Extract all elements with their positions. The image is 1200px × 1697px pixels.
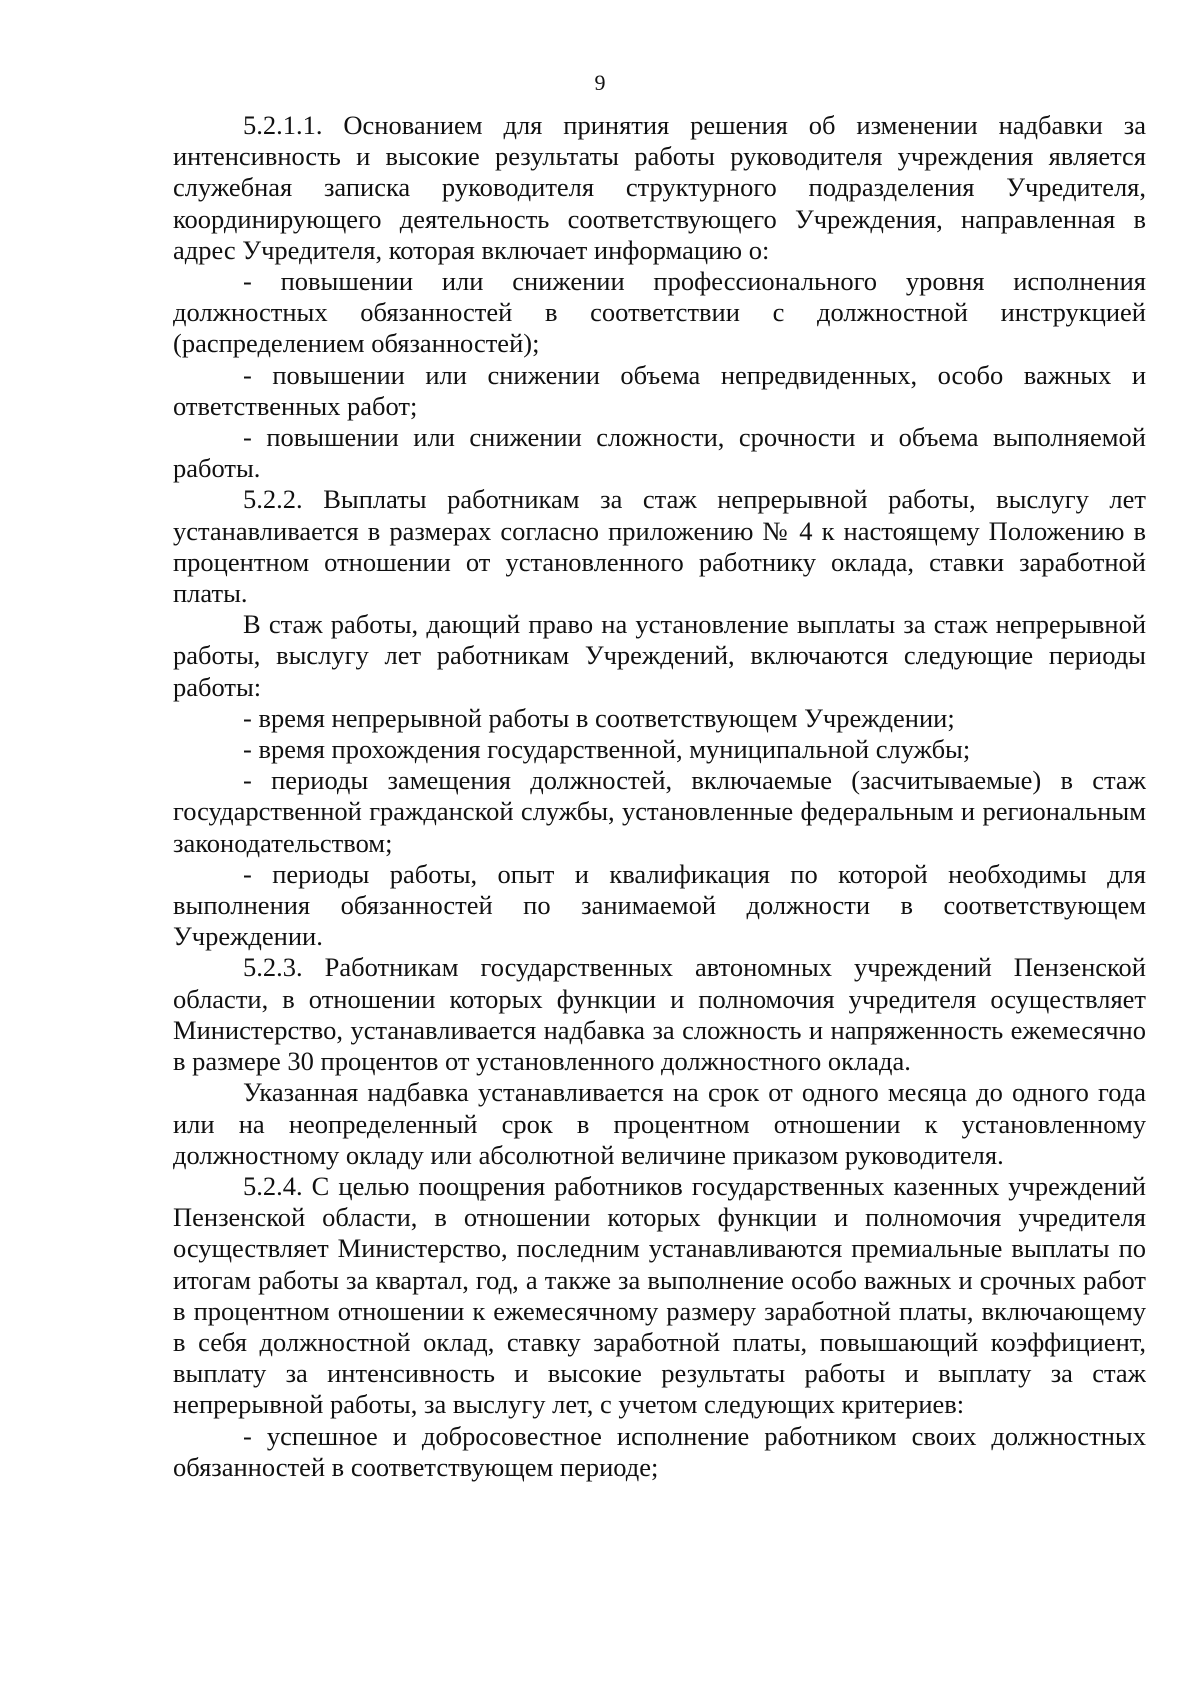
paragraph-5-2-1-1: 5.2.1.1. Основанием для принятия решения об изменении надбавки за интенсивность и высокие результаты работы руководителя учреждения является служебная записка руководителя структурного подразделения Учредителя, координирующего деятельность соответствующего Учреждения, направленная в адрес Учредителя, которая включает информацию о: <box>173 110 1146 265</box>
paragraph-5-2-2: 5.2.2. Выплаты работникам за стаж непрерывной работы, выслугу лет устанавливается в размерах согласно приложению № 4 к настоящему Положению в процентном отношении от установленного работнику оклада, ставки заработной платы. <box>173 484 1146 609</box>
list-item-complexity: - повышении или снижении сложности, срочности и объема выполняемой работы. <box>173 422 1146 484</box>
paragraph-5-2-3: 5.2.3. Работникам государственных автономных учреждений Пензенской области, в отношении которых функции и полномочия учредителя осуществляет Министерство, устанавливается надбавка за сложность и напряженность ежемесячно в размере 30 процентов от установленного должностного оклада. <box>173 952 1146 1077</box>
list-item-performance: - успешное и добросовестное исполнение работником своих должностных обязанностей в соответствующем периоде; <box>173 1420 1146 1482</box>
paragraph-service-periods: В стаж работы, дающий право на установление выплаты за стаж непрерывной работы, выслугу лет работникам Учреждений, включаются следующие периоды работы: <box>173 609 1146 702</box>
list-item-positions: - периоды замещения должностей, включаемые (засчитываемые) в стаж государственной гражданской службы, установленные федеральным и региональным законодательством; <box>173 765 1146 858</box>
list-item-work-experience: - периоды работы, опыт и квалификация по которой необходимы для выполнения обязанностей по занимаемой должности в соответствующем Учреждении. <box>173 858 1146 952</box>
page-number: 9 <box>594 70 606 95</box>
paragraph-5-2-4: 5.2.4. С целью поощрения работников государственных казенных учреждений Пензенской области, в отношении которых функции и полномочия учредителя осуществляет Министерство, последним устанавливаются премиальные выплаты по итогам работы за квартал, год, а также за выполнение особо важных и срочных работ в процентном отношении к ежемесячному размеру заработной платы, включающему в себя должностной оклад, ставку заработной платы, повышающий коэффициент, выплату за интенсивность и высокие результаты работы и выплату за стаж непрерывной работы, за выслугу лет, с учетом следующих критериев: <box>173 1170 1146 1420</box>
list-item-civil-service: - время прохождения государственной, муниципальной службы; <box>243 734 971 765</box>
list-item-continuous-work: - время непрерывной работы в соответствующем Учреждении; <box>243 702 955 733</box>
document-body <box>173 110 1146 1483</box>
list-item-unforeseen-work: - повышении или снижении объема непредвиденных, особо важных и ответственных работ; <box>173 359 1146 421</box>
paragraph-allowance-term: Указанная надбавка устанавливается на срок от одного месяца до одного года или на неопределенный срок в процентном отношении к установленному должностному окладу или абсолютной величине приказом руководителя. <box>173 1077 1146 1170</box>
list-item-professional-level: - повышении или снижении профессионального уровня исполнения должностных обязанностей в соответствии с должностной инструкцией (распределением обязанностей); <box>173 266 1146 359</box>
